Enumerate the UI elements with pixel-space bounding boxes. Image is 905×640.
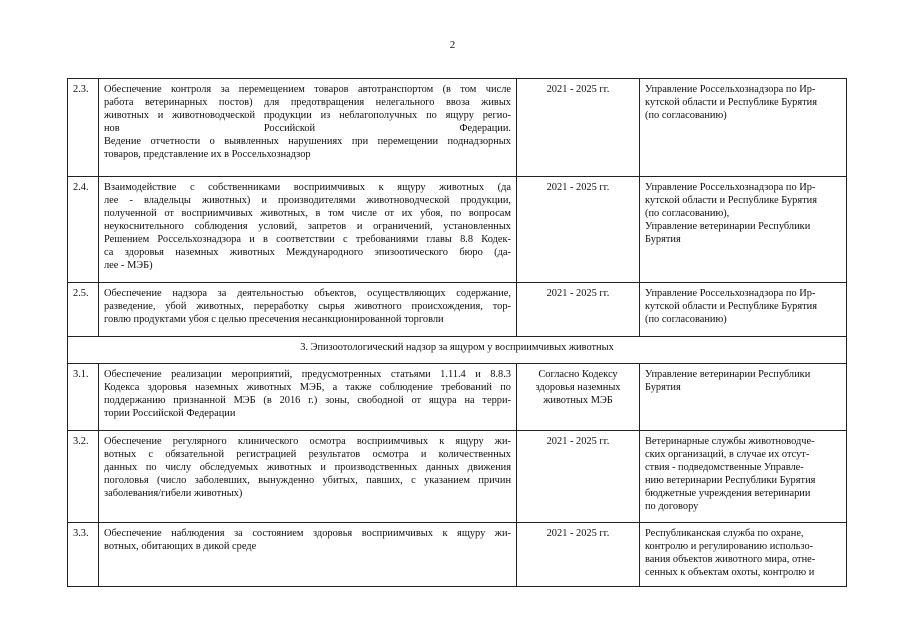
table-row xyxy=(68,177,847,283)
execution-term xyxy=(517,431,640,523)
cell-text-line: Управление ветеринарии Республики xyxy=(645,221,811,232)
cell-text-line: неукоснительного соблюдения условий, запретов и ограничений, установленных xyxy=(104,221,511,232)
table-row xyxy=(68,283,847,337)
responsible-party xyxy=(640,177,847,283)
cell-text-line: Обеспечение контроля за перемещением товаров автотранспортом (в том числе xyxy=(104,84,511,95)
cell-text-line: вотных, обитающих в дикой среде xyxy=(104,541,257,552)
cell-text-line: ствия - подведомственные Управле- xyxy=(645,462,804,473)
cell-text-line: 2021 - 2025 гг. xyxy=(546,528,610,539)
cell-text-line: животных и животноводческой продукции из неблагополучных по ящуру регио- xyxy=(104,110,511,121)
cell-text-line: здоровья наземных xyxy=(535,382,621,393)
table-row xyxy=(68,364,847,431)
row-number: 2.4. xyxy=(68,177,99,283)
responsible-party xyxy=(640,364,847,431)
cell-text-line: 2021 - 2025 гг. xyxy=(546,436,610,447)
row-number: 3.1. xyxy=(68,364,99,431)
cell-text-line: товаров, представление их в Россельхознадзор xyxy=(104,149,311,160)
cell-text-line: контролю и регулированию использо- xyxy=(645,541,814,552)
cell-text-line: по договору xyxy=(645,501,699,512)
measure-description xyxy=(99,523,517,587)
cell-text-line: животных МЭБ xyxy=(543,395,613,406)
cell-text-line: заболевания/гибели животных) xyxy=(104,488,243,499)
cell-text-line: полученной от восприимчивых животных, в том числе от их убоя, по вопросам xyxy=(104,208,511,219)
responsible-party xyxy=(640,79,847,177)
cell-text-line: Республиканская служба по охране, xyxy=(645,528,804,539)
cell-text-line: говлю продуктами убоя с целью пресечения несанкционированной торговли xyxy=(104,314,444,325)
cell-text-line: вания объектов животного мира, отне- xyxy=(645,554,816,565)
table-row xyxy=(68,523,847,587)
cell-text-line: поголовья (число заболевших, вынужденно убитых, павших, с указанием причин xyxy=(104,475,511,486)
responsible-party xyxy=(640,283,847,337)
cell-text-line: разведение, убой животных, переработку сырья животного происхождения, тор- xyxy=(104,301,511,312)
execution-term xyxy=(517,177,640,283)
cell-text-line: тории Российской Федерации xyxy=(104,408,236,419)
page-number: 2 xyxy=(449,39,456,51)
cell-text-line: нию ветеринарии Республики Бурятия xyxy=(645,475,816,486)
cell-text-line: Управление ветеринарии Республики xyxy=(645,369,811,380)
responsible-party xyxy=(640,431,847,523)
row-number: 3.3. xyxy=(68,523,99,587)
measures-table xyxy=(67,78,847,587)
cell-text-line: Ветеринарные службы животноводче- xyxy=(645,436,815,447)
cell-text-line: Управление Россельхознадзора по Ир- xyxy=(645,288,816,299)
section-heading-row xyxy=(68,337,847,364)
cell-text-line: Взаимодействие с собственниками восприимчивых к ящуру животных (да xyxy=(104,182,511,193)
measure-description xyxy=(99,177,517,283)
cell-text-line: (по согласованию) xyxy=(645,110,727,121)
measure-description xyxy=(99,364,517,431)
cell-text-line: нов Российской Федерации. xyxy=(104,123,511,134)
table-row xyxy=(68,431,847,523)
cell-text-line: 2021 - 2025 гг. xyxy=(546,288,610,299)
measure-description xyxy=(99,283,517,337)
execution-term xyxy=(517,364,640,431)
execution-term xyxy=(517,283,640,337)
row-number: 2.5. xyxy=(68,283,99,337)
cell-text-line: бюджетные учреждения ветеринарии xyxy=(645,488,811,499)
cell-text-line: Управление Россельхознадзора по Ир- xyxy=(645,84,816,95)
cell-text-line: работа ветеринарных постов) для предотвращения нелегального ввоза живых xyxy=(104,97,511,108)
row-number: 3.2. xyxy=(68,431,99,523)
measures-table-body xyxy=(68,79,847,587)
cell-text-line: вотных с обязательной регистрацией результатов осмотра и количественных xyxy=(104,449,511,460)
cell-text-line: Согласно Кодексу xyxy=(538,369,618,380)
cell-text-line: Обеспечение реализации мероприятий, предусмотренных статьями 1.11.4 и 8.8.3 xyxy=(104,369,511,380)
cell-text-line: Обеспечение наблюдения за состоянием здоровья восприимчивых к ящуру жи- xyxy=(104,528,511,539)
table-row xyxy=(68,79,847,177)
cell-text-line: Решением Россельхознадзора и в соответствии с требованиями главы 8.8 Кодек- xyxy=(104,234,511,245)
cell-text-line: данных по числу обследуемых животных и производственных данных движения xyxy=(104,462,511,473)
cell-text-line: кутской области и Республике Бурятия xyxy=(645,195,818,206)
cell-text-line: поддержанию признанной МЭБ (в 2016 г.) зоны, свободной от ящура на терри- xyxy=(104,395,511,406)
cell-text-line: лее - владельцы животных) и производителями животноводческой продукции, xyxy=(104,195,511,206)
cell-text-line: сенных к объектам охоты, контролю и xyxy=(645,567,815,578)
measure-description xyxy=(99,431,517,523)
cell-text-line: Обеспечение надзора за деятельностью объектов, осуществляющих содержание, xyxy=(104,288,511,299)
cell-text-line: лее - МЭБ) xyxy=(104,260,153,271)
cell-text-line: са здоровья наземных животных Международного эпизоотического бюро (да- xyxy=(104,247,511,258)
cell-text-line: Бурятия xyxy=(645,382,681,393)
cell-text-line: кутской области и Республике Бурятия xyxy=(645,301,818,312)
execution-term xyxy=(517,523,640,587)
cell-text-line: Ведение отчетности о выявленных нарушениях при перемещении поднадзорных xyxy=(104,136,511,147)
measure-description xyxy=(99,79,517,177)
execution-term xyxy=(517,79,640,177)
cell-text-line: кутской области и Республике Бурятия xyxy=(645,97,818,108)
cell-text-line: Кодекса здоровья наземных животных МЭБ, а также соблюдение требований по xyxy=(104,382,511,393)
cell-text-line: ских организаций, в случае их отсут- xyxy=(645,449,810,460)
responsible-party xyxy=(640,523,847,587)
row-number: 2.3. xyxy=(68,79,99,177)
cell-text-line: (по согласованию) xyxy=(645,314,727,325)
cell-text-line: Бурятия xyxy=(645,234,681,245)
cell-text-line: 2021 - 2025 гг. xyxy=(546,182,610,193)
cell-text-line: Управление Россельхознадзора по Ир- xyxy=(645,182,816,193)
cell-text-line: 2021 - 2025 гг. xyxy=(546,84,610,95)
cell-text-line: (по согласованию), xyxy=(645,208,730,219)
section-heading: 3. Эпизоотологический надзор за ящуром у восприимчивых животных xyxy=(68,337,847,364)
cell-text-line: Обеспечение регулярного клинического осмотра восприимчивых к ящуру жи- xyxy=(104,436,511,447)
